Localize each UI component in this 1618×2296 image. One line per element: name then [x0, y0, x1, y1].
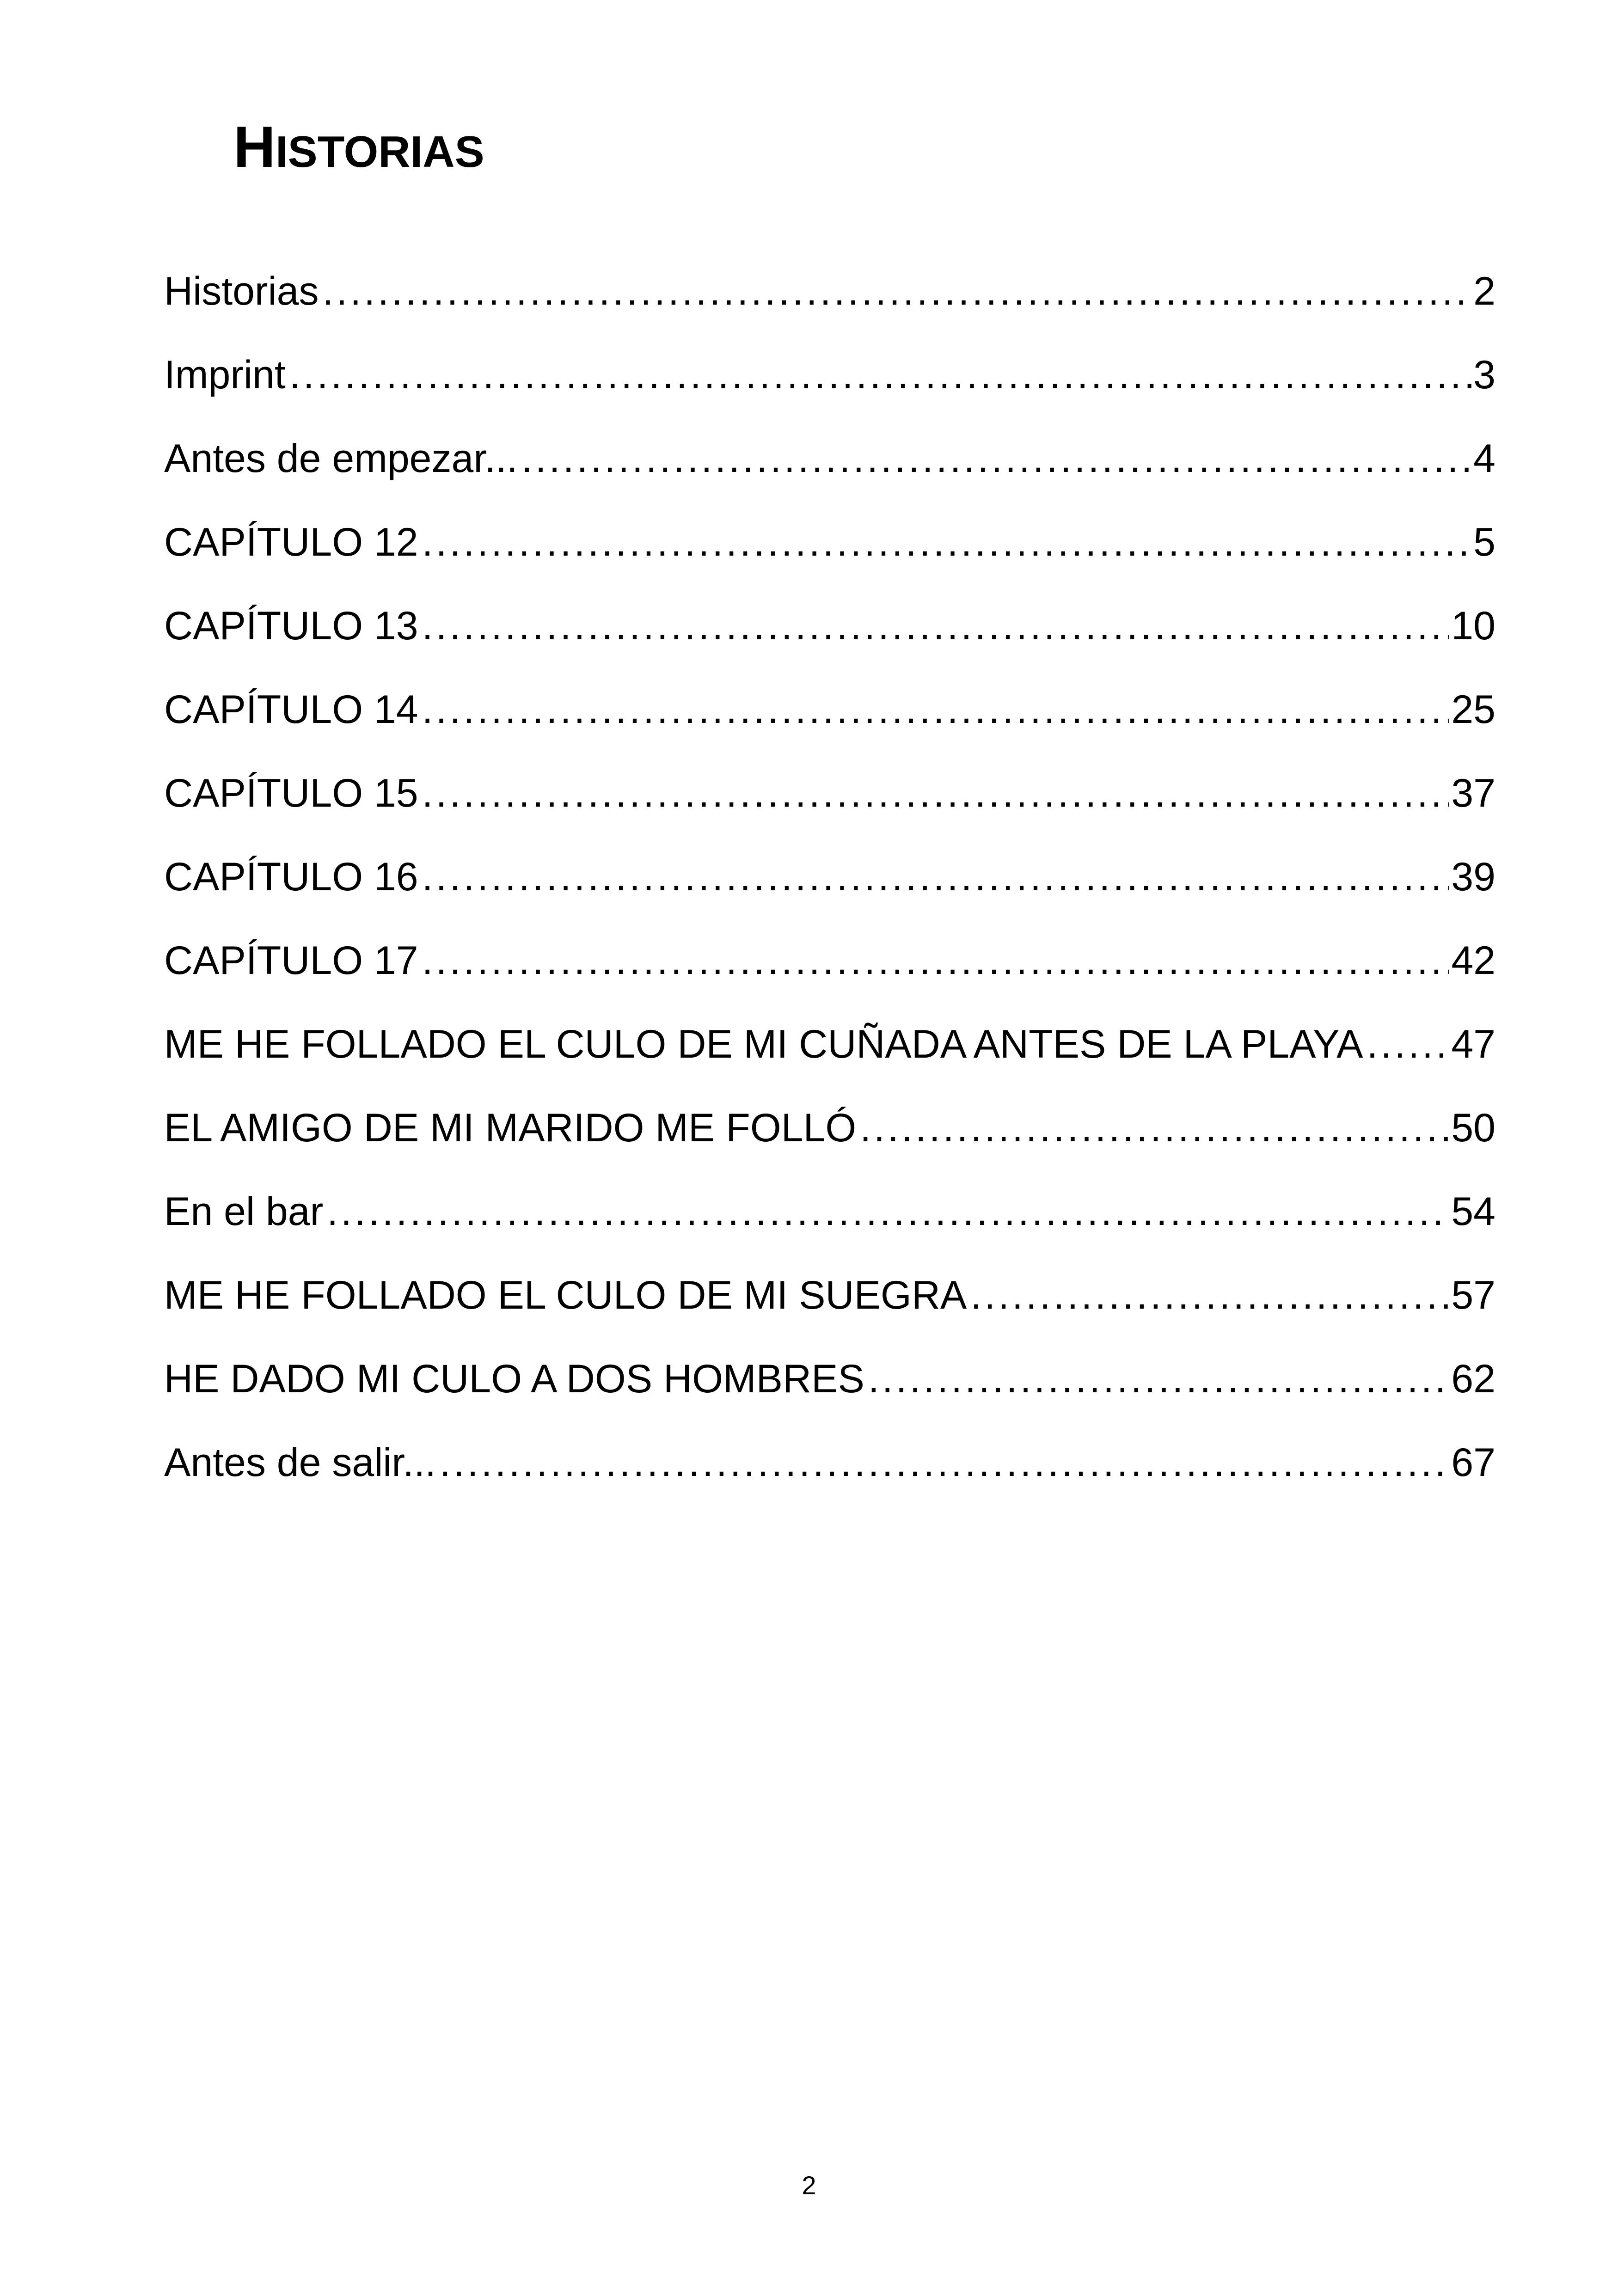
toc-entry[interactable] — [164, 333, 1495, 417]
toc-entry-page: 3 — [1473, 353, 1495, 397]
toc-entry-page: 67 — [1451, 1440, 1495, 1485]
toc-entry[interactable] — [164, 1170, 1495, 1254]
toc-entry-page: 54 — [1451, 1189, 1495, 1234]
toc-dot-leader — [422, 919, 1450, 1003]
toc-entry[interactable] — [164, 250, 1495, 333]
toc-entry-page: 10 — [1451, 604, 1495, 648]
toc-entry-title: Antes de salir... — [164, 1440, 436, 1485]
toc-entry-title: ME HE FOLLADO EL CULO DE MI SUEGRA — [164, 1273, 967, 1317]
toc-entry-title: Antes de empezar... — [164, 436, 518, 481]
page-title-rest: ISTORIAS — [276, 127, 484, 177]
toc-entry-title: EL AMIGO DE MI MARIDO ME FOLLÓ — [164, 1106, 857, 1150]
toc-entry[interactable] — [164, 501, 1495, 584]
toc-entry-title: CAPÍTULO 12 — [164, 520, 418, 564]
toc-entry-page: 37 — [1451, 771, 1495, 815]
toc-entry-title: En el bar — [164, 1189, 324, 1234]
toc-entry-page: 5 — [1473, 520, 1495, 564]
toc-entry[interactable] — [164, 919, 1495, 1003]
toc-entry[interactable] — [164, 417, 1495, 501]
toc-entry-page: 62 — [1451, 1357, 1495, 1401]
toc-entry-page: 42 — [1451, 938, 1495, 983]
toc-entry[interactable] — [164, 752, 1495, 835]
toc-dot-leader — [422, 668, 1450, 752]
toc-entry[interactable] — [164, 1086, 1495, 1170]
toc-entry-title: CAPÍTULO 16 — [164, 855, 418, 899]
toc-entry-page: 50 — [1451, 1106, 1495, 1150]
toc-entry-page: 57 — [1451, 1273, 1495, 1317]
toc-entry[interactable] — [164, 835, 1495, 919]
table-of-contents — [164, 250, 1495, 1505]
toc-entry[interactable] — [164, 668, 1495, 752]
toc-dot-leader — [422, 835, 1450, 919]
toc-entry[interactable] — [164, 1337, 1495, 1421]
toc-entry[interactable] — [164, 1421, 1495, 1505]
toc-dot-leader — [521, 417, 1471, 501]
page-title-initial: H — [233, 114, 276, 179]
toc-dot-leader — [868, 1337, 1450, 1421]
toc-dot-leader — [422, 501, 1472, 584]
toc-entry-page: 2 — [1473, 269, 1495, 313]
toc-entry-title: Historias — [164, 269, 319, 313]
toc-entry-title: Imprint — [164, 353, 286, 397]
toc-dot-leader — [860, 1086, 1449, 1170]
toc-entry-page: 25 — [1451, 687, 1495, 732]
toc-entry-title: CAPÍTULO 15 — [164, 771, 418, 815]
toc-dot-leader — [327, 1170, 1449, 1254]
toc-entry-title: ME HE FOLLADO EL CULO DE MI CUÑADA ANTES DE LA PLAYA — [164, 1022, 1363, 1066]
toc-dot-leader — [323, 250, 1472, 333]
toc-entry[interactable] — [164, 1254, 1495, 1337]
toc-entry[interactable] — [164, 1003, 1495, 1086]
toc-entry[interactable] — [164, 584, 1495, 668]
toc-dot-leader — [440, 1421, 1449, 1505]
toc-entry-title: CAPÍTULO 13 — [164, 604, 418, 648]
toc-dot-leader — [970, 1254, 1449, 1337]
toc-entry-title: HE DADO MI CULO A DOS HOMBRES — [164, 1357, 864, 1401]
toc-dot-leader — [289, 333, 1471, 417]
toc-entry-title: CAPÍTULO 17 — [164, 938, 418, 983]
toc-entry-page: 39 — [1451, 855, 1495, 899]
toc-dot-leader — [422, 584, 1450, 668]
toc-dot-leader — [1367, 1003, 1449, 1086]
page-title — [233, 114, 484, 179]
toc-entry-page: 4 — [1473, 436, 1495, 481]
toc-dot-leader — [422, 752, 1450, 835]
toc-entry-page: 47 — [1451, 1022, 1495, 1066]
page-number: 2 — [802, 2171, 816, 2200]
toc-entry-title: CAPÍTULO 14 — [164, 687, 418, 732]
